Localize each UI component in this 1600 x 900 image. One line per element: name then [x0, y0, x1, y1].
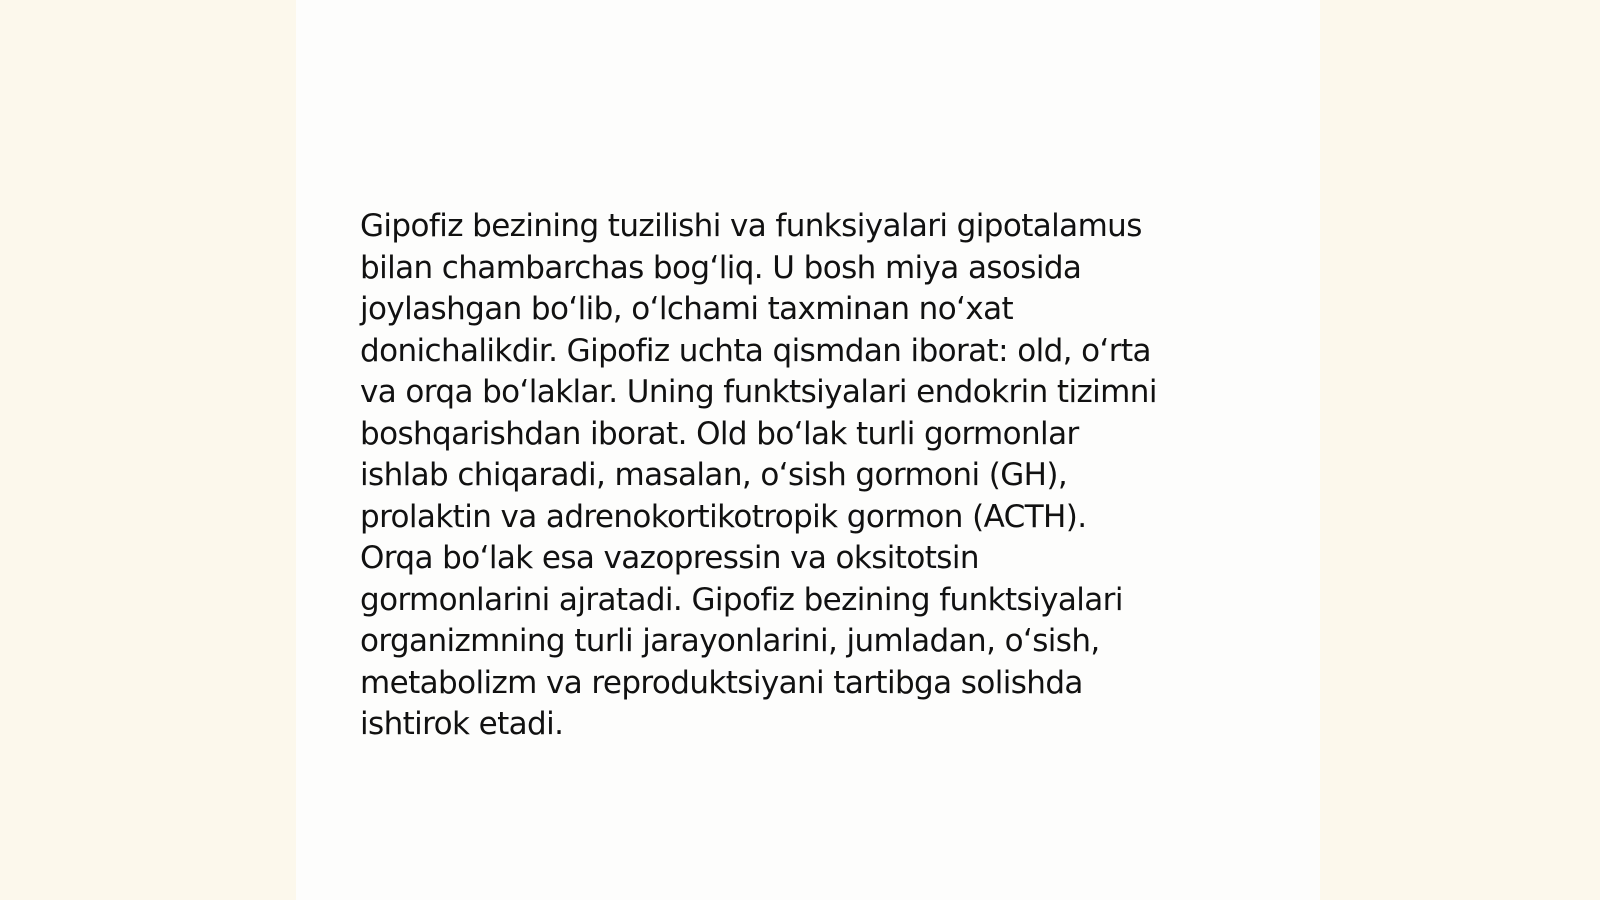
paragraph-line: prolaktin va adrenokortikotropik gormon (ACTH).	[360, 498, 1087, 535]
paragraph-line: va orqa boʻlaklar. Uning funktsiyalari endokrin tizimni	[360, 374, 1157, 410]
paragraph-line: boshqarishdan iborat. Old boʻlak turli gormonlar	[360, 415, 1079, 452]
paragraph-line: ishlab chiqaradi, masalan, oʻsish gormoni (GH),	[360, 457, 1068, 493]
paragraph-line: donichalikdir. Gipofiz uchta qismdan iborat: old, oʻrta	[360, 332, 1151, 369]
paragraph-line: Gipofiz bezining tuzilishi va funksiyalari gipotalamus	[360, 208, 1142, 244]
paragraph-line: bilan chambarchas bogʻliq. U bosh miya asosida	[360, 249, 1082, 286]
body-paragraph	[360, 206, 1240, 746]
document-page	[296, 0, 1320, 900]
paragraph-line: gormonlarini ajratadi. Gipofiz bezining funktsiyalari	[360, 581, 1123, 618]
paragraph-line: ishtirok etadi.	[360, 706, 564, 742]
paragraph-line: joylashgan boʻlib, oʻlchami taxminan noʻxat	[360, 291, 1014, 327]
paragraph-line: organizmning turli jarayonlarini, jumladan, oʻsish,	[360, 623, 1100, 659]
paragraph-line: metabolizm va reproduktsiyani tartibga solishda	[360, 664, 1083, 701]
paragraph-line: Orqa boʻlak esa vazopressin va oksitotsin	[360, 540, 979, 576]
